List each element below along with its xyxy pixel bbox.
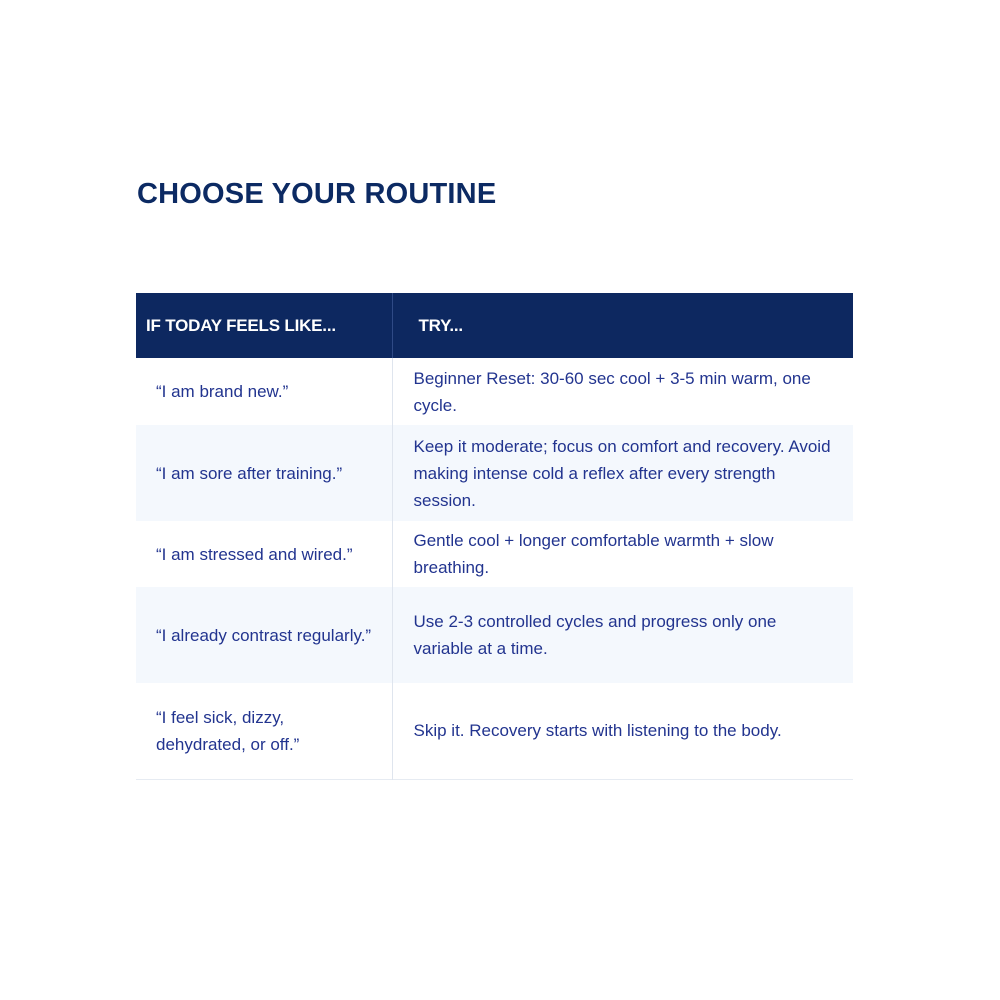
column-header-try: TRY... <box>418 315 463 335</box>
routine-table <box>136 293 853 780</box>
table-row <box>136 425 853 521</box>
table-row <box>136 683 853 779</box>
table-row <box>136 358 853 425</box>
try-cell: Use 2-3 controlled cycles and progress only one variable at a time. <box>413 612 777 658</box>
feel-cell: “I am brand new.” <box>136 358 392 425</box>
try-cell: Beginner Reset: 30-60 sec cool + 3-5 min warm, one cycle. <box>413 368 811 415</box>
feel-cell: “I am sore after training.” <box>136 425 392 521</box>
try-cell: Gentle cool + longer comfortable warmth + slow breathing. <box>413 531 774 577</box>
table-row <box>136 521 853 587</box>
page-title: CHOOSE YOUR ROUTINE <box>137 178 497 210</box>
column-header-feel: IF TODAY FEELS LIKE... <box>136 293 392 358</box>
header-row <box>136 293 853 358</box>
try-cell: Keep it moderate; focus on comfort and recovery. Avoid making intense cold a reflex after every strength session. <box>413 436 831 510</box>
table-header <box>136 293 853 358</box>
feel-cell: “I feel sick, dizzy, dehydrated, or off.” <box>136 683 392 779</box>
table-body <box>136 358 853 779</box>
feel-cell: “I already contrast regularly.” <box>136 587 392 683</box>
try-cell: Skip it. Recovery starts with listening to the body. <box>413 721 782 741</box>
table-row <box>136 587 853 683</box>
feel-cell: “I am stressed and wired.” <box>136 521 392 587</box>
